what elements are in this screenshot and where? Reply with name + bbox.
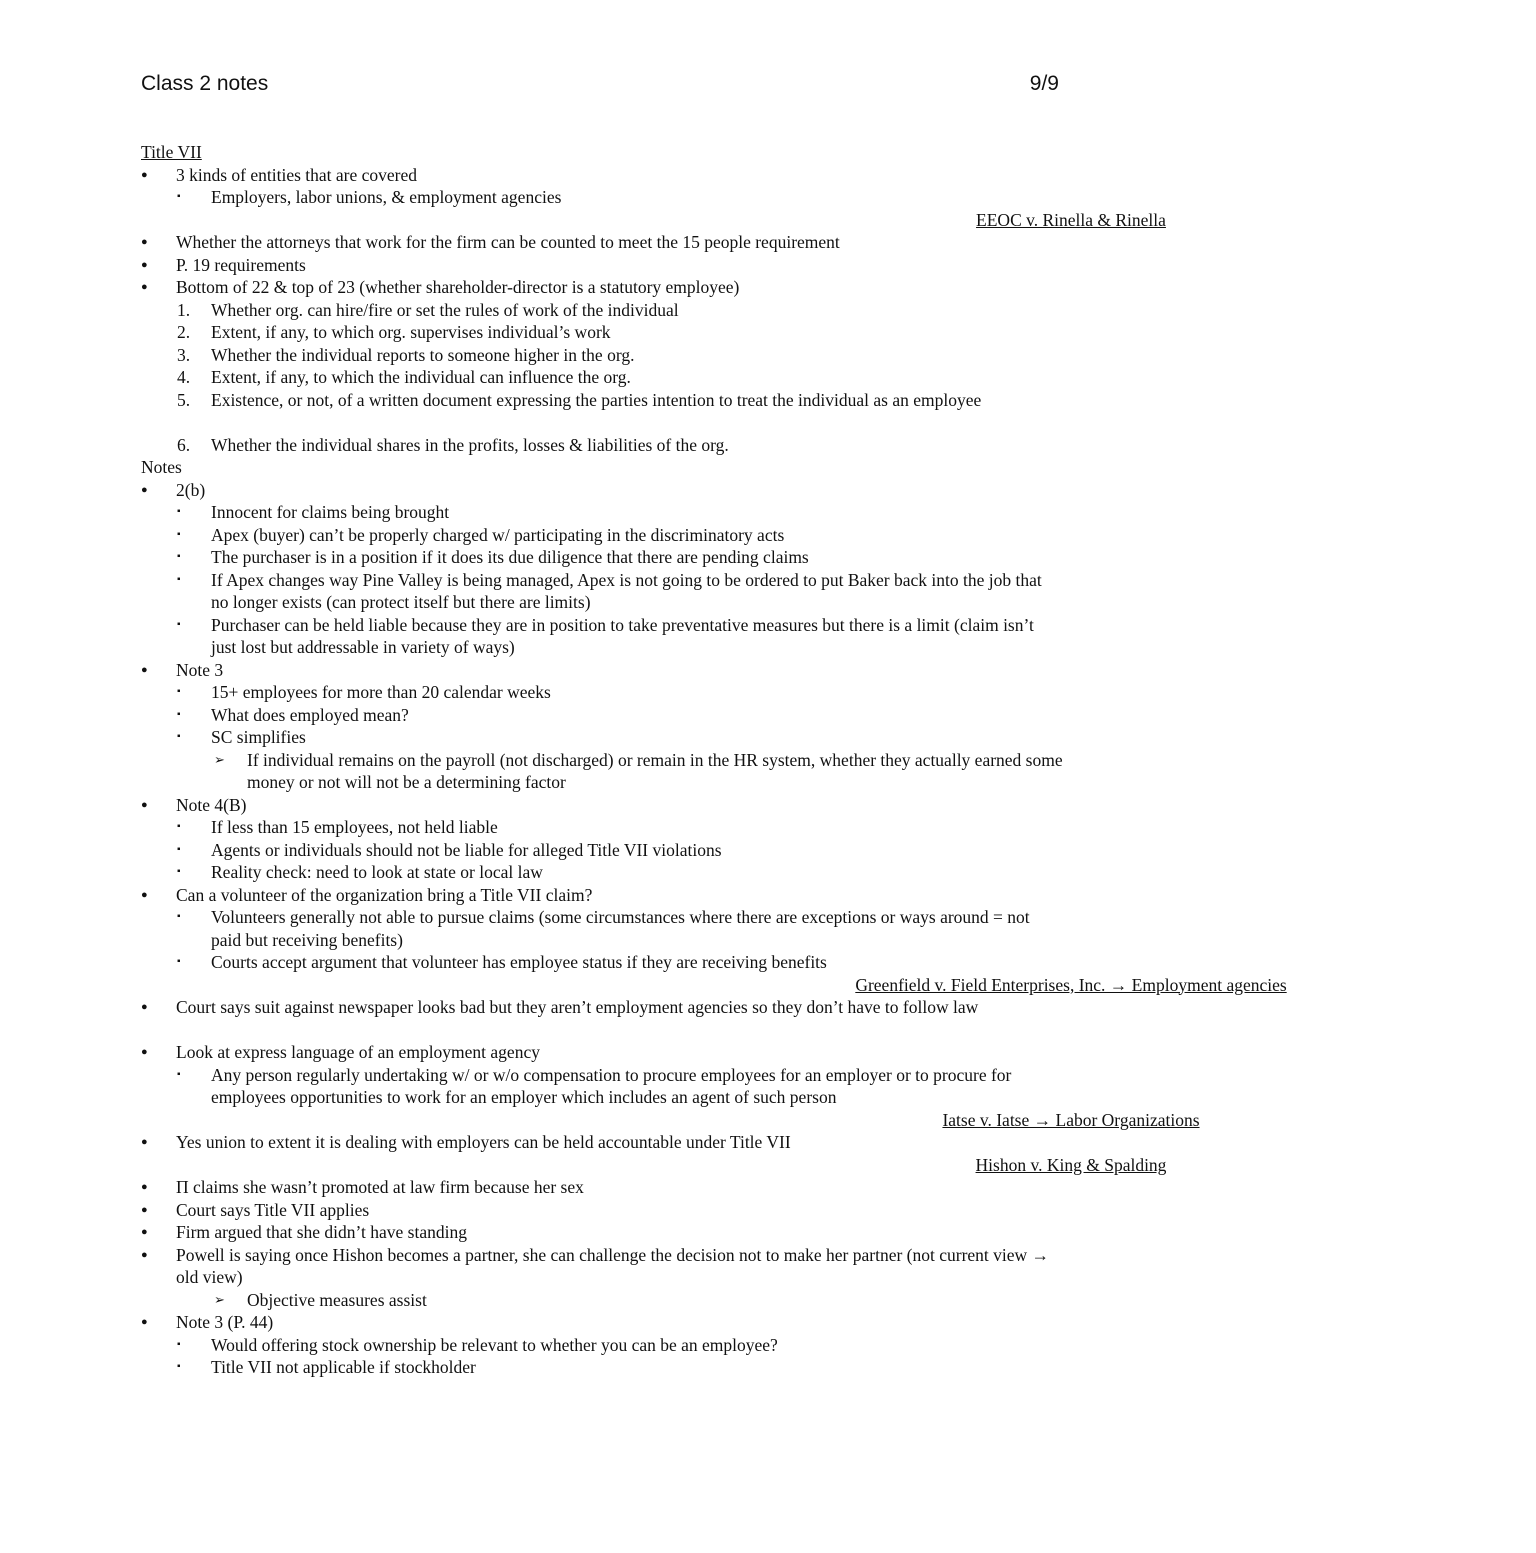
square-bullet-icon: ▪	[177, 843, 181, 855]
list-number: 4.	[177, 367, 191, 387]
line-text: Π claims she wasn’t promoted at law firm because her sex	[176, 1177, 584, 1197]
note-item	[141, 861, 1071, 884]
case-heading	[141, 1154, 1167, 1177]
note-item	[141, 321, 1071, 344]
line-text: Powell is saying once Hishon becomes a partner, she can challenge the decision not to make her partner (not current view → old view)	[176, 1244, 1050, 1287]
line-text: Whether the individual shares in the profits, losses & liabilities of the org.	[211, 434, 729, 455]
dot-bullet-icon: ●	[141, 1203, 148, 1216]
line-text: Agents or individuals should not be liable for alleged Title VII violations	[211, 839, 722, 860]
line-text: Note 3 (P. 44)	[176, 1312, 274, 1332]
line-text: Can a volunteer of the organization bring a Title VII claim?	[176, 884, 593, 905]
square-bullet-icon: ▪	[177, 1338, 181, 1350]
square-bullet-icon: ▪	[177, 956, 181, 967]
note-item	[141, 1199, 1071, 1222]
note-item	[141, 299, 1071, 322]
line-text: EEOC v. Rinella & Rinella	[976, 209, 1166, 230]
line-text: Notes	[141, 457, 182, 477]
note-item	[141, 1289, 1071, 1312]
square-bullet-icon: ▪	[177, 551, 181, 562]
arrow-bullet-icon: ➢	[214, 1291, 225, 1307]
dot-bullet-icon: ●	[141, 483, 148, 496]
note-item	[141, 884, 1071, 907]
note-item	[141, 1221, 1071, 1244]
square-bullet-icon: ▪	[177, 1068, 181, 1080]
line-text: Objective measures assist	[247, 1289, 427, 1310]
note-item	[141, 389, 1071, 434]
square-bullet-icon: ▪	[177, 191, 181, 202]
list-number: 5.	[177, 389, 191, 410]
line-text: Title VII	[141, 142, 202, 162]
note-item	[141, 726, 1071, 749]
arrow-bullet-icon: ➢	[214, 751, 225, 767]
line-text: Bottom of 22 & top of 23 (whether shareholder-director is a statutory employee)	[176, 277, 740, 297]
note-item	[141, 1356, 1071, 1379]
list-number: 6.	[177, 434, 191, 455]
line-text: Note 4(B)	[176, 794, 247, 815]
note-item	[141, 839, 1071, 862]
note-item	[141, 906, 1071, 951]
dot-bullet-icon: ●	[141, 1136, 148, 1148]
square-bullet-icon: ▪	[177, 686, 181, 697]
line-text: Employers, labor unions, & employment agencies	[211, 187, 562, 207]
note-item	[141, 569, 1071, 614]
line-text: SC simplifies	[211, 727, 306, 747]
note-item	[141, 1176, 1071, 1199]
square-bullet-icon: ▪	[177, 506, 181, 517]
line-text: Look at express language of an employment agency	[176, 1042, 540, 1062]
dot-bullet-icon: ●	[141, 1001, 148, 1013]
note-item	[141, 749, 1071, 794]
list-number: 2.	[177, 322, 191, 342]
dot-bullet-icon: ●	[141, 168, 148, 181]
line-text: Would offering stock ownership be relevant to whether you can be an employee?	[211, 1334, 778, 1355]
note-item	[141, 659, 1071, 682]
note-item	[141, 366, 1071, 389]
section-heading	[141, 456, 1071, 479]
line-text: Title VII not applicable if stockholder	[211, 1357, 476, 1377]
dot-bullet-icon: ●	[141, 798, 148, 811]
line-text: Apex (buyer) can’t be properly charged w/ participating in the discriminatory acts	[211, 524, 785, 545]
square-bullet-icon: ▪	[177, 731, 181, 742]
square-bullet-icon: ▪	[177, 911, 181, 922]
note-item	[141, 1244, 1071, 1289]
line-text: Courts accept argument that volunteer has employee status if they are receiving benefits	[211, 952, 827, 972]
note-item	[141, 996, 1071, 1041]
dot-bullet-icon: ●	[141, 258, 148, 271]
note-item	[141, 231, 1071, 254]
line-text: The purchaser is in a position if it does its due diligence that there are pending claims	[211, 547, 809, 567]
line-text: 15+ employees for more than 20 calendar weeks	[211, 682, 551, 702]
line-text: Existence, or not, of a written document expressing the parties intention to treat the individual as an employee	[211, 389, 982, 410]
line-text: Note 3	[176, 659, 224, 680]
note-item	[141, 1041, 1071, 1064]
line-text: Volunteers generally not able to pursue claims (some circumstances where there are exceptions or ways around = not paid but receiving benefits)	[211, 907, 1030, 950]
dot-bullet-icon: ●	[141, 1046, 148, 1058]
line-text: Greenfield v. Field Enterprises, Inc. → Employment agencies	[855, 974, 1287, 995]
line-text: Purchaser can be held liable because they are in position to take preventative measures but there is a limit (claim isn’t just lost but addressable in variety of ways)	[211, 614, 1034, 657]
line-text: Court says Title VII applies	[176, 1199, 370, 1220]
note-item	[141, 186, 1071, 209]
line-text: 3 kinds of entities that are covered	[176, 164, 418, 185]
note-item	[141, 1311, 1071, 1334]
list-number: 1.	[177, 299, 191, 320]
page-title: Class 2 notes	[141, 72, 269, 95]
dot-bullet-icon: ●	[141, 236, 148, 248]
line-text: Innocent for claims being brought	[211, 502, 450, 522]
note-item	[141, 164, 1071, 187]
square-bullet-icon: ▪	[177, 618, 181, 630]
dot-bullet-icon: ●	[141, 1181, 148, 1193]
line-text: If Apex changes way Pine Valley is being managed, Apex is not going to be ordered to put Baker back into the job that no longer exists (can protect itself but there are limits)	[211, 569, 1042, 612]
line-text: Firm argued that she didn’t have standing	[176, 1222, 467, 1242]
dot-bullet-icon: ●	[141, 888, 148, 901]
line-text: Whether org. can hire/fire or set the rules of work of the individual	[211, 299, 679, 320]
note-item	[141, 1064, 1071, 1109]
line-text: If less than 15 employees, not held liable	[211, 817, 498, 837]
note-item	[141, 1131, 1071, 1154]
line-text: P. 19 requirements	[176, 254, 306, 275]
line-text: Court says suit against newspaper looks bad but they aren’t employment agencies so they don’t have to follow law	[176, 997, 979, 1017]
line-text: Hishon v. King & Spalding	[975, 1154, 1167, 1175]
note-item	[141, 254, 1071, 277]
note-item	[141, 794, 1071, 817]
square-bullet-icon: ▪	[177, 708, 181, 720]
line-text: 2(b)	[176, 479, 206, 500]
case-heading	[141, 1109, 1200, 1132]
line-text: Reality check: need to look at state or local law	[211, 862, 543, 882]
square-bullet-icon: ▪	[177, 573, 181, 585]
page-header	[141, 72, 1059, 102]
dot-bullet-icon: ●	[141, 1248, 148, 1261]
square-bullet-icon: ▪	[177, 821, 181, 832]
line-text: Whether the individual reports to someone higher in the org.	[211, 344, 635, 365]
note-item	[141, 501, 1071, 524]
note-item	[141, 344, 1071, 367]
note-item	[141, 1334, 1071, 1357]
line-text: Iatse v. Iatse → Labor Organizations	[942, 1109, 1200, 1130]
line-text: If individual remains on the payroll (not discharged) or remain in the HR system, whether they actually earned some money or not will not be a determining factor	[247, 749, 1063, 792]
note-item	[141, 479, 1071, 502]
case-heading	[141, 974, 1287, 997]
dot-bullet-icon: ●	[141, 1316, 148, 1328]
dot-bullet-icon: ●	[141, 1226, 148, 1238]
square-bullet-icon: ▪	[177, 866, 181, 877]
line-text: Extent, if any, to which org. supervises individual’s work	[211, 322, 611, 342]
line-text: Yes union to extent it is dealing with employers can be held accountable under Title VII	[176, 1132, 791, 1152]
notes-body	[141, 141, 1287, 1379]
note-item	[141, 614, 1071, 659]
note-item	[141, 681, 1071, 704]
page-date: 9/9	[1029, 72, 1059, 95]
list-number: 3.	[177, 344, 191, 365]
note-item	[141, 816, 1071, 839]
line-text: Any person regularly undertaking w/ or w/o compensation to procure employees for an employer or to procure for employees opportunities to work for an employer which includes an agent of such person	[211, 1064, 1012, 1107]
note-item	[141, 434, 1071, 457]
note-item	[141, 951, 1071, 974]
case-heading	[141, 209, 1166, 232]
square-bullet-icon: ▪	[177, 1361, 181, 1372]
note-item	[141, 546, 1071, 569]
line-text: What does employed mean?	[211, 704, 409, 725]
dot-bullet-icon: ●	[141, 281, 148, 293]
section-heading	[141, 141, 1071, 164]
note-item	[141, 704, 1071, 727]
dot-bullet-icon: ●	[141, 663, 148, 676]
note-item	[141, 524, 1071, 547]
square-bullet-icon: ▪	[177, 528, 181, 540]
line-text: Whether the attorneys that work for the firm can be counted to meet the 15 people requirement	[176, 232, 840, 252]
note-item	[141, 276, 1071, 299]
line-text: Extent, if any, to which the individual can influence the org.	[211, 367, 631, 387]
